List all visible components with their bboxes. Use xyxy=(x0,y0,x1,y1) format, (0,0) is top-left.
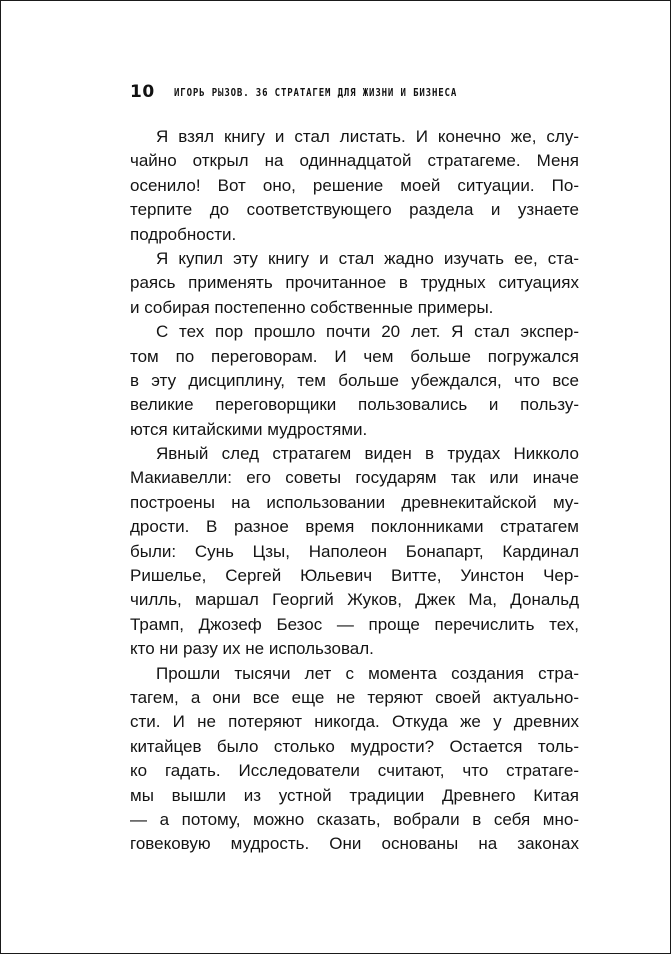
text-line: кто ни разу их не использовал. xyxy=(130,639,374,659)
text-line: том по переговорам. И чем больше погружался xyxy=(130,346,579,366)
text-line: Ришелье, Сергей Юльевич Витте, Уинстон Чер- xyxy=(130,566,579,586)
paragraph-first-line: Прошли тысячи лет с момента создания стра- xyxy=(156,663,579,683)
text-line: тагем, а они все еще не теряют своей актуально- xyxy=(130,687,579,707)
text-line: Макиавелли: его советы государям так или иначе xyxy=(130,468,579,488)
text-line: великие переговорщики пользовались и пользу- xyxy=(130,395,579,415)
body-text xyxy=(130,125,579,857)
text-line: были: Сунь Цзы, Наполеон Бонапарт, Кардинал xyxy=(130,541,579,561)
text-line: — а потому, можно сказать, вобрали в себя мно- xyxy=(130,809,579,829)
text-line: осенило! Вот оно, решение моей ситуации. По- xyxy=(130,175,579,195)
paragraph-first-line: Явный след стратагем виден в трудах Никколо xyxy=(156,444,579,464)
text-line: и собирая постепенно собственные примеры. xyxy=(130,297,494,317)
page-number: 10 xyxy=(130,82,155,102)
book-title: ИГОРЬ РЫЗОВ. 36 СТРАТАГЕМ ДЛЯ ЖИЗНИ И БИЗНЕСА xyxy=(174,85,458,99)
text-line: ются китайскими мудростями. xyxy=(130,419,368,439)
text-line: сти. И не потеряют никогда. Откуда же у древних xyxy=(130,712,579,732)
text-line: китайцев было столько мудрости? Остается толь- xyxy=(130,736,579,756)
running-header xyxy=(130,81,519,103)
text-line: чилль, маршал Георгий Жуков, Джек Ма, Дональд xyxy=(130,590,579,610)
text-line: Трамп, Джозеф Безос — проще перечислить тех, xyxy=(130,614,579,634)
text-line: в эту дисциплину, тем больше убеждался, что все xyxy=(130,370,579,390)
paragraph-first-line: Я купил эту книгу и стал жадно изучать ее, ста- xyxy=(156,248,579,268)
text-line: построены на использовании древнекитайской му- xyxy=(130,492,579,512)
text-line: терпите до соответствующего раздела и узнаете xyxy=(130,200,579,220)
paragraph-first-line: Я взял книгу и стал листать. И конечно же, слу- xyxy=(156,127,579,146)
text-line: говековую мудрость. Они основаны на законах xyxy=(130,834,579,854)
text-line: подробности. xyxy=(130,224,237,244)
text-line: мы вышли из устной традиции Древнего Китая xyxy=(130,785,579,805)
text-line: раясь применять прочитанное в трудных ситуациях xyxy=(130,273,579,293)
paragraph-first-line: С тех пор прошло почти 20 лет. Я стал экспер- xyxy=(156,322,579,342)
text-line: ко гадать. Исследователи считают, что стратаге- xyxy=(130,761,579,781)
text-line: чайно открыл на одиннадцатой стратагеме. Меня xyxy=(130,151,579,171)
text-line: дрости. В разное время поклонниками стратагем xyxy=(130,517,579,537)
